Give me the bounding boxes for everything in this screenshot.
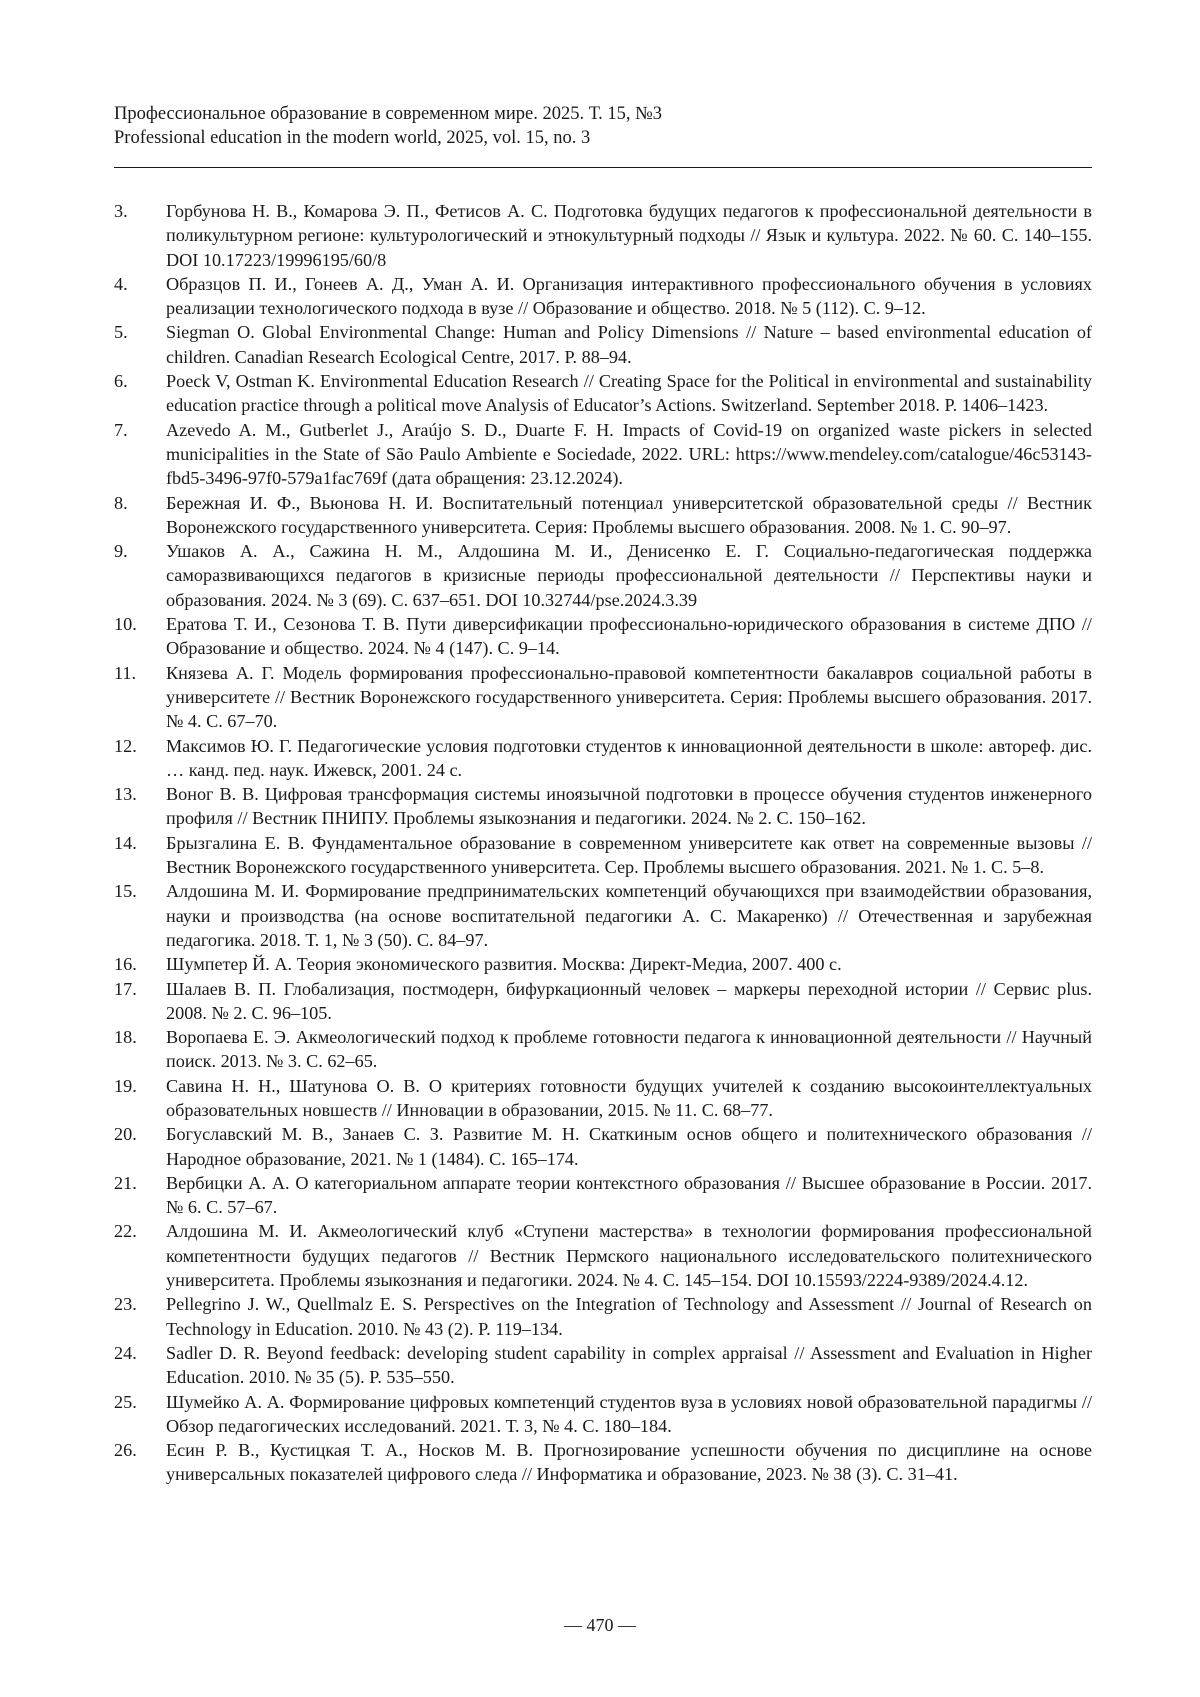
running-header [114,102,1094,150]
header-divider [114,167,1092,168]
reference-text: Брызгалина Е. В. Фундаментальное образование в современном университете как ответ на современные вызовы // Вестник Воронежского государственного университета. Сер. Проблемы высшего образования. 2021. № 1. С. 5–8. [166,831,1092,880]
reference-text: Савина Н. Н., Шатунова О. В. О критериях готовности будущих учителей к созданию высокоинтеллектуальных образовательных новшеств // Инновации в образовании, 2015. № 11. С. 68–77. [166,1074,1092,1123]
reference-text: Алдошина М. И. Акмеологический клуб «Ступени мастерства» в технологии формирования профессиональной компетентности будущих педагогов // Вестник Пермского национального исследовательского политехнического университета. Проблемы языкознания и педагогики. 2024. № 4. С. 145–154. DOI 10.15593/2224-9389/2024.4.12. [166,1219,1092,1292]
reference-text: Вербицки А. А. О категориальном аппарате теории контекстного образования // Высшее образование в России. 2017. № 6. С. 57–67. [166,1171,1092,1220]
reference-number: 6. [114,369,166,418]
reference-text: Князева А. Г. Модель формирования профессионально-правовой компетентности бакалавров социальной работы в университете // Вестник Воронежского государственного университета. Серия: Проблемы высшего образования. 2017. № 4. С. 67–70. [166,661,1092,734]
reference-item [114,491,1092,540]
reference-item [114,272,1092,321]
reference-item [114,879,1092,952]
reference-number: 8. [114,491,166,540]
reference-number: 20. [114,1122,166,1171]
reference-text: Бережная И. Ф., Вьюнова Н. И. Воспитательный потенциал университетской образовательной среды // Вестник Воронежского государственного университета. Серия: Проблемы высшего образования. 2008. № 1. С. 90–97. [166,491,1092,540]
reference-item [114,734,1092,783]
reference-text: Горбунова Н. В., Комарова Э. П., Фетисов А. С. Подготовка будущих педагогов к профессиональной деятельности в поликультурном регионе: культурологический и этнокультурный подходы // Язык и культура. 2022. № 60. С. 140–155. DOI 10.17223/19996195/60/8 [166,199,1092,272]
reference-item [114,661,1092,734]
reference-item [114,782,1092,831]
reference-item [114,1171,1092,1220]
reference-number: 14. [114,831,166,880]
reference-item [114,1438,1092,1487]
reference-text: Siegman O. Global Environmental Change: Human and Policy Dimensions // Nature – based environmental education of children. Canadian Research Ecological Centre, 2017. P. 88–94. [166,320,1092,369]
reference-number: 7. [114,418,166,491]
reference-text: Ератова Т. И., Сезонова Т. В. Пути диверсификации профессионально-юридического образования в системе ДПО // Образование и общество. 2024. № 4 (147). С. 9–14. [166,612,1092,661]
reference-item [114,320,1092,369]
reference-item [114,1074,1092,1123]
page-number: — 470 — [0,1613,1200,1637]
reference-list [114,199,1092,1487]
reference-text: Богуславский М. В., Занаев С. З. Развитие М. Н. Скаткиным основ общего и политехнического образования // Народное образование, 2021. № 1 (1484). С. 165–174. [166,1122,1092,1171]
reference-item [114,1122,1092,1171]
reference-text: Образцов П. И., Гонеев А. Д., Уман А. И. Организация интерактивного профессионального обучения в условиях реализации технологического подхода в вузе // Образование и общество. 2018. № 5 (112). С. 9–12. [166,272,1092,321]
reference-item [114,199,1092,272]
reference-item [114,952,1092,976]
reference-number: 10. [114,612,166,661]
reference-item [114,1025,1092,1074]
reference-text: Ушаков А. А., Сажина Н. М., Алдошина М. И., Денисенко Е. Г. Социально-педагогическая поддержка саморазвивающихся педагогов в кризисные периоды профессиональной деятельности // Перспективы науки и образования. 2024. № 3 (69). С. 637–651. DOI 10.32744/pse.2024.3.39 [166,539,1092,612]
reference-number: 11. [114,661,166,734]
reference-text: Воропаева Е. Э. Акмеологический подход к проблеме готовности педагога к инновационной деятельности // Научный поиск. 2013. № 3. С. 62–65. [166,1025,1092,1074]
reference-text: Sadler D. R. Beyond feedback: developing student capability in complex appraisal // Assessment and Evaluation in Higher Education. 2010. № 35 (5). P. 535–550. [166,1341,1092,1390]
reference-text: Шумейко А. А. Формирование цифровых компетенций студентов вуза в условиях новой образовательной парадигмы // Обзор педагогических исследований. 2021. Т. 3, № 4. С. 180–184. [166,1390,1092,1439]
reference-item [114,418,1092,491]
reference-item [114,369,1092,418]
reference-text: Шумпетер Й. А. Теория экономического развития. Москва: Директ-Медиа, 2007. 400 с. [166,952,1092,976]
reference-number: 9. [114,539,166,612]
reference-number: 21. [114,1171,166,1220]
reference-number: 25. [114,1390,166,1439]
journal-page [0,0,1200,1697]
reference-number: 24. [114,1341,166,1390]
reference-number: 18. [114,1025,166,1074]
reference-text: Azevedo A. M., Gutberlet J., Araújo S. D., Duarte F. H. Impacts of Covid-19 on organized waste pickers in selected municipalities in the State of São Paulo Ambiente e Sociedade, 2022. URL: https://www.mendeley.com/catalogue/46c53143-fbd5-3496-97f0-579a1fac769f (дата обращения: 23.12.2024). [166,418,1092,491]
reference-number: 12. [114,734,166,783]
reference-text: Алдошина М. И. Формирование предпринимательских компетенций обучающихся при взаимодействии образования, науки и производства (на основе воспитательной педагогики А. С. Макаренко) // Отечественная и зарубежная педагогика. 2018. Т. 1, № 3 (50). С. 84–97. [166,879,1092,952]
reference-text: Pellegrino J. W., Quellmalz E. S. Perspectives on the Integration of Technology and Assessment // Journal of Research on Technology in Education. 2010. № 43 (2). P. 119–134. [166,1292,1092,1341]
reference-item [114,1341,1092,1390]
reference-item [114,1219,1092,1292]
header-title-ru: Профессиональное образование в современном мире. 2025. Т. 15, №3 [114,102,1094,126]
reference-number: 26. [114,1438,166,1487]
reference-number: 13. [114,782,166,831]
reference-number: 3. [114,199,166,272]
reference-number: 22. [114,1219,166,1292]
reference-number: 16. [114,952,166,976]
reference-item [114,831,1092,880]
reference-text: Poeck V, Ostman K. Environmental Education Research // Creating Space for the Political in environmental and sustainability education practice through a political move Analysis of Educator’s Actions. Switzerland. September 2018. P. 1406–1423. [166,369,1092,418]
reference-number: 5. [114,320,166,369]
reference-number: 17. [114,977,166,1026]
header-title-en: Professional education in the modern world, 2025, vol. 15, no. 3 [114,126,1094,150]
reference-text: Максимов Ю. Г. Педагогические условия подготовки студентов к инновационной деятельности в школе: автореф. дис. … канд. пед. наук. Ижевск, 2001. 24 с. [166,734,1092,783]
reference-number: 15. [114,879,166,952]
reference-item [114,612,1092,661]
reference-text: Есин Р. В., Кустицкая Т. А., Носков М. В. Прогнозирование успешности обучения по дисциплине на основе универсальных показателей цифрового следа // Информатика и образование, 2023. № 38 (3). С. 31–41. [166,1438,1092,1487]
reference-item [114,977,1092,1026]
reference-item [114,1292,1092,1341]
reference-number: 4. [114,272,166,321]
reference-number: 23. [114,1292,166,1341]
reference-item [114,1390,1092,1439]
reference-text: Воног В. В. Цифровая трансформация системы иноязычной подготовки в процессе обучения студентов инженерного профиля // Вестник ПНИПУ. Проблемы языкознания и педагогики. 2024. № 2. С. 150–162. [166,782,1092,831]
reference-item [114,539,1092,612]
reference-text: Шалаев В. П. Глобализация, постмодерн, бифуркационный человек – маркеры переходной истории // Сервис plus. 2008. № 2. С. 96–105. [166,977,1092,1026]
reference-number: 19. [114,1074,166,1123]
